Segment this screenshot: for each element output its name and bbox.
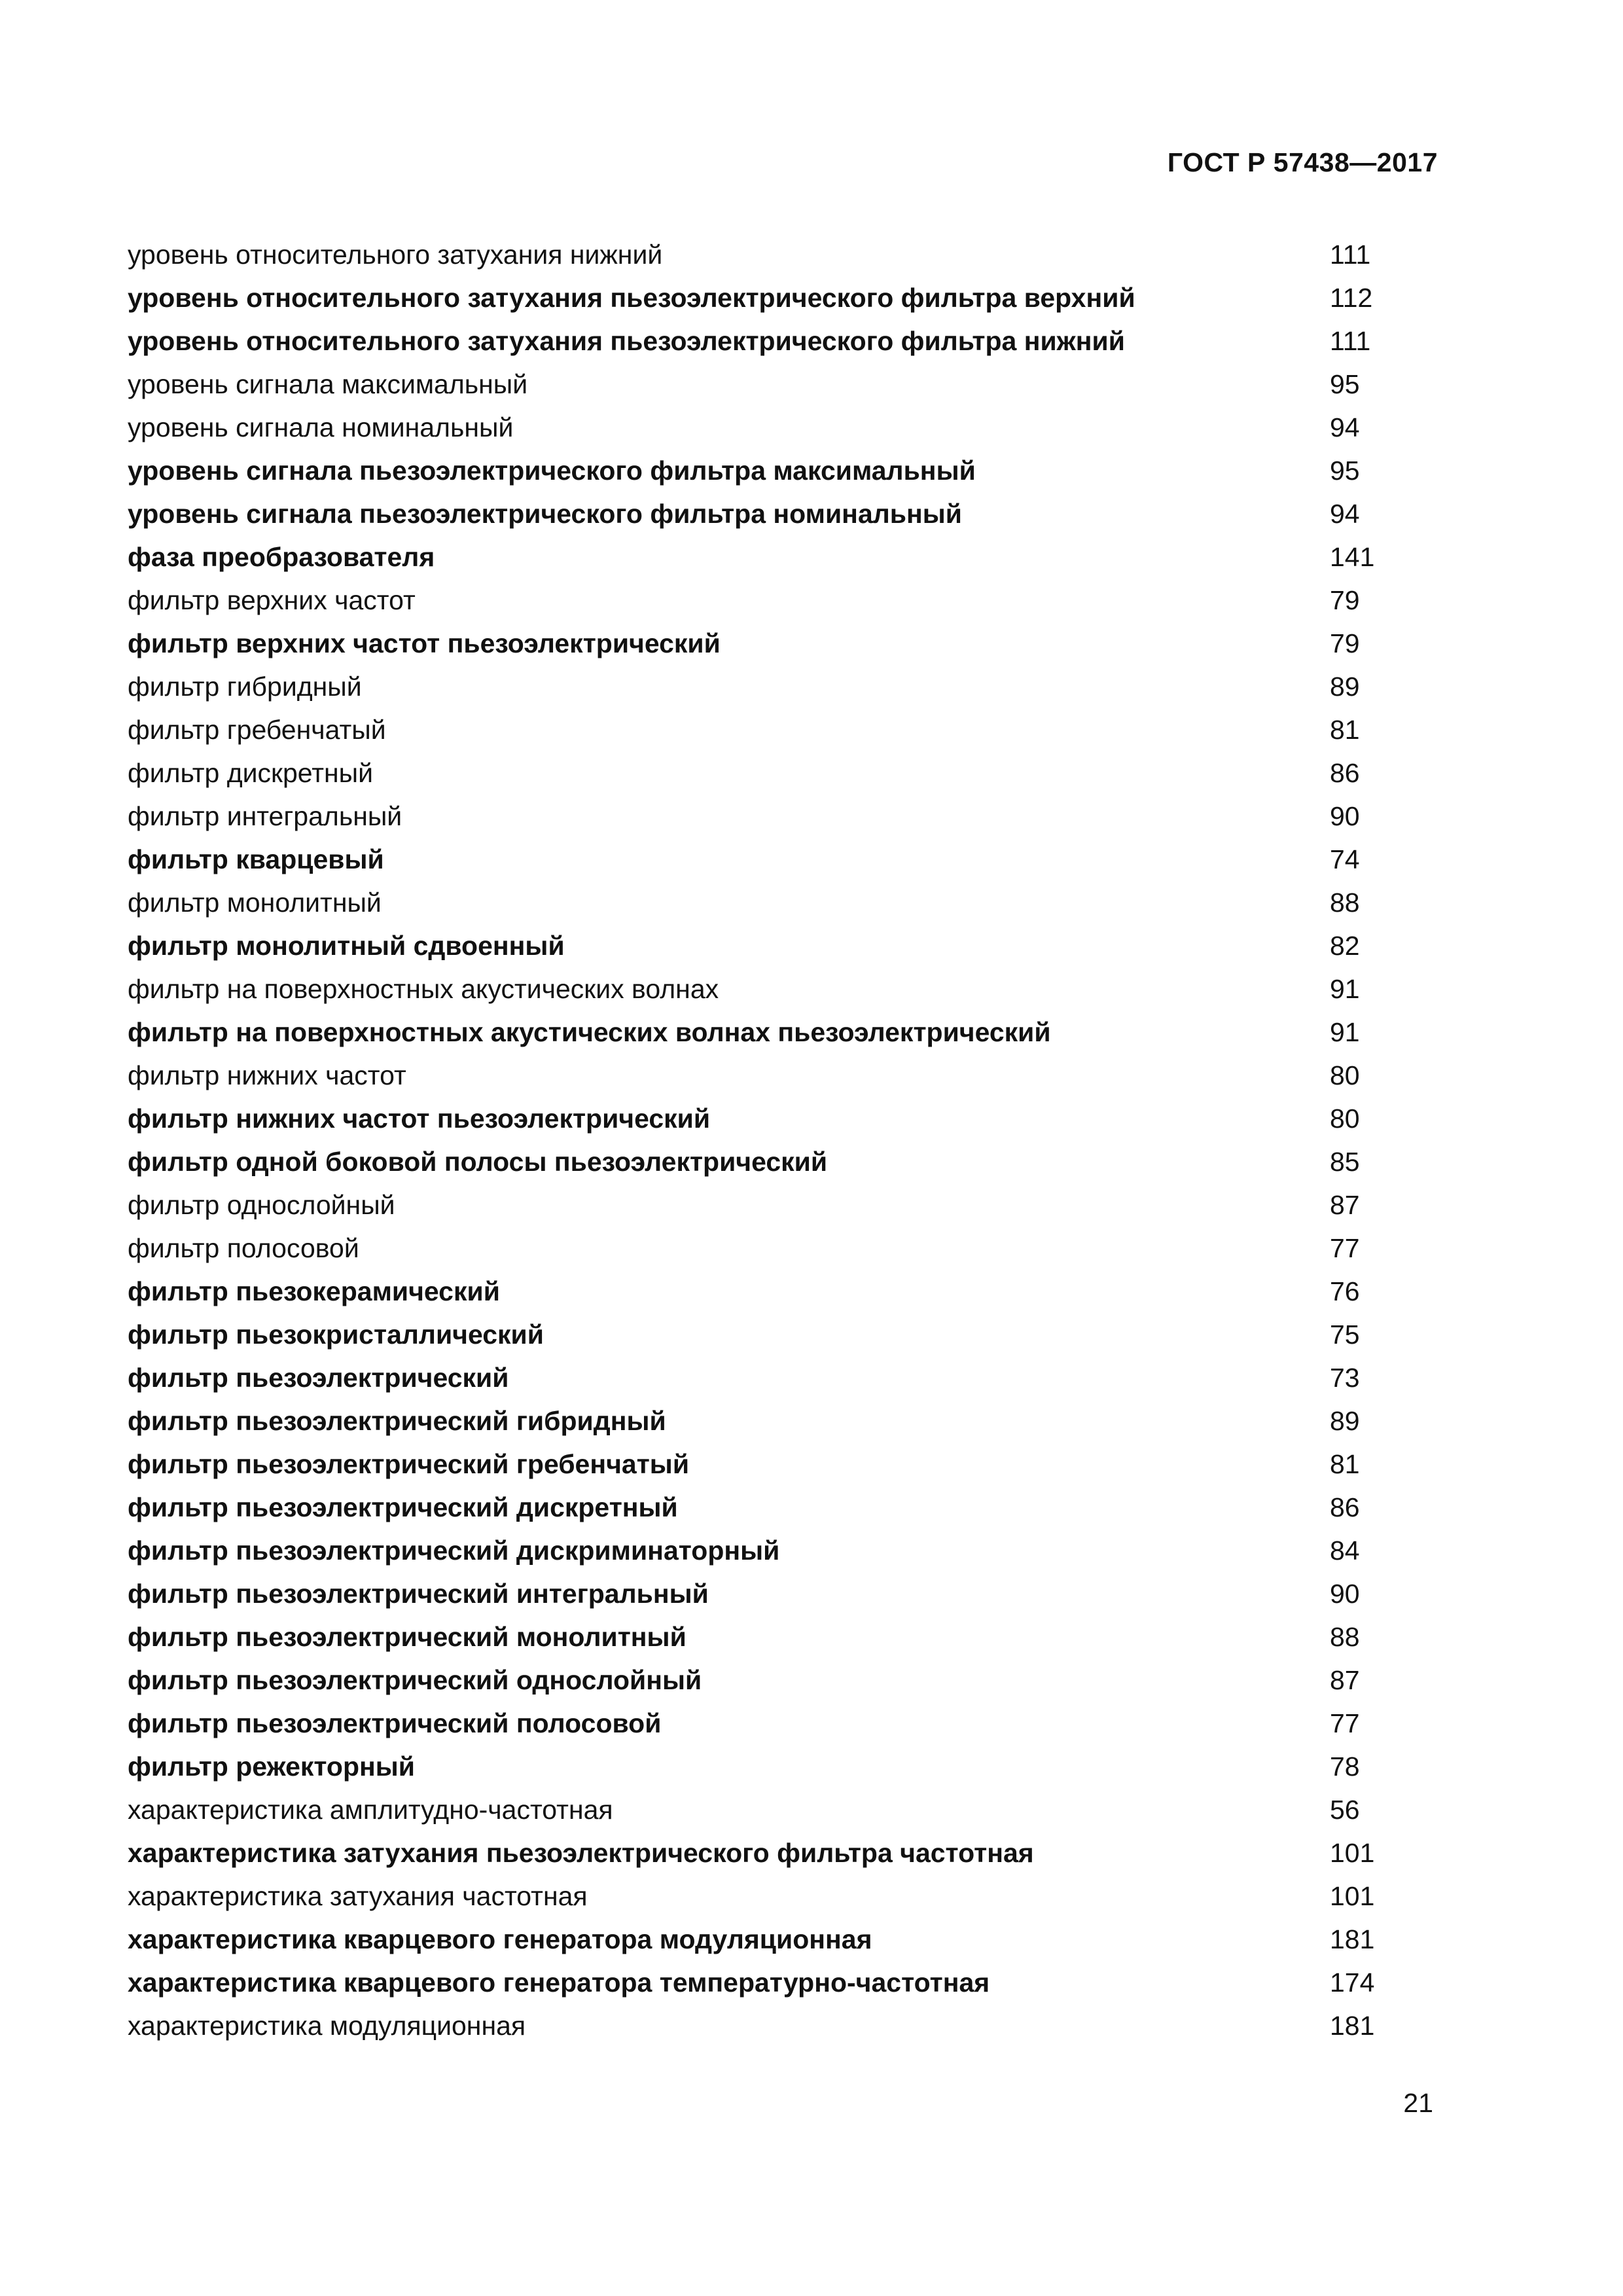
index-entry [128, 579, 1404, 622]
index-entry [128, 1702, 1404, 1745]
index-entry [128, 1443, 1404, 1486]
index-term: фаза преобразователя [128, 542, 435, 572]
index-term: фильтр пьезоэлектрический интегральный [128, 1579, 709, 1609]
index-term: характеристика затухания пьезоэлектрического фильтра частотная [128, 1838, 1034, 1868]
index-entry [128, 622, 1404, 665]
index-term: фильтр пьезоэлектрический [128, 1363, 509, 1393]
index-page-ref: 87 [1330, 1665, 1360, 1695]
index-page-ref: 101 [1330, 1838, 1375, 1868]
index-entry [128, 665, 1404, 708]
index-term: уровень сигнала максимальный [128, 369, 528, 399]
index-term: фильтр режекторный [128, 1751, 416, 1782]
index-term: фильтр на поверхностных акустических волнах [128, 974, 719, 1004]
index-page-ref: 82 [1330, 931, 1360, 961]
index-entry [128, 1831, 1404, 1874]
index-entry [128, 1788, 1404, 1831]
index-page-ref: 90 [1330, 1579, 1360, 1609]
index-page-ref: 91 [1330, 974, 1360, 1004]
index-page-ref: 86 [1330, 1492, 1360, 1522]
index-term: фильтр пьезокерамический [128, 1276, 500, 1306]
index-entry [128, 751, 1404, 795]
index-term: уровень сигнала пьезоэлектрического фильтра максимальный [128, 456, 976, 486]
index-term: фильтр пьезоэлектрический гребенчатый [128, 1449, 690, 1479]
index-entry [128, 1270, 1404, 1313]
index-page-ref: 79 [1330, 585, 1360, 615]
index-page-ref: 80 [1330, 1060, 1360, 1090]
index-page-ref: 76 [1330, 1276, 1360, 1306]
index-term: характеристика модуляционная [128, 2011, 526, 2041]
document-header: ГОСТ Р 57438—2017 [1167, 147, 1438, 177]
index-term: фильтр полосовой [128, 1233, 359, 1263]
index-page-ref: 81 [1330, 1449, 1360, 1479]
index-page-ref: 73 [1330, 1363, 1360, 1393]
index-term: фильтр однослойный [128, 1190, 395, 1220]
index-page-ref: 80 [1330, 1103, 1360, 1134]
index-page-ref: 89 [1330, 1406, 1360, 1436]
index-entry [128, 838, 1404, 881]
index-term: фильтр верхних частот [128, 585, 416, 615]
term-index-list [128, 233, 1404, 2047]
index-entry [128, 449, 1404, 492]
index-entry [128, 233, 1404, 276]
index-term: фильтр монолитный сдвоенный [128, 931, 565, 961]
index-entry [128, 1313, 1404, 1356]
index-entry [128, 1140, 1404, 1183]
index-term: фильтр дискретный [128, 758, 373, 788]
index-term: уровень относительного затухания пьезоэлектрического фильтра верхний [128, 283, 1135, 313]
index-entry [128, 1011, 1404, 1054]
index-term: фильтр пьезоэлектрический полосовой [128, 1708, 662, 1738]
index-entry [128, 1529, 1404, 1572]
index-term: характеристика кварцевого генератора температурно-частотная [128, 1967, 990, 1998]
index-entry [128, 1572, 1404, 1615]
index-page-ref: 94 [1330, 499, 1360, 529]
index-page-ref: 87 [1330, 1190, 1360, 1220]
index-term: фильтр кварцевый [128, 844, 384, 874]
index-term: фильтр на поверхностных акустических волнах пьезоэлектрический [128, 1017, 1051, 1047]
index-entry [128, 1227, 1404, 1270]
index-term: фильтр одной боковой полосы пьезоэлектрический [128, 1147, 828, 1177]
index-entry [128, 1054, 1404, 1097]
index-entry [128, 363, 1404, 406]
index-entry [128, 1399, 1404, 1443]
index-entry [128, 1615, 1404, 1659]
index-entry [128, 924, 1404, 967]
index-entry [128, 1745, 1404, 1788]
index-term: фильтр пьезоэлектрический дискриминаторный [128, 1535, 780, 1566]
index-page-ref: 101 [1330, 1881, 1375, 1911]
index-entry [128, 406, 1404, 449]
index-entry [128, 535, 1404, 579]
page-number: 21 [1403, 2088, 1433, 2118]
index-term: уровень сигнала номинальный [128, 412, 514, 442]
index-entry [128, 1961, 1404, 2004]
index-term: уровень сигнала пьезоэлектрического фильтра номинальный [128, 499, 962, 529]
index-page-ref: 89 [1330, 672, 1360, 702]
index-term: фильтр пьезоэлектрический монолитный [128, 1622, 687, 1652]
index-term: характеристика кварцевого генератора модуляционная [128, 1924, 872, 1954]
index-page-ref: 95 [1330, 456, 1360, 486]
index-entry [128, 2004, 1404, 2047]
index-page-ref: 74 [1330, 844, 1360, 874]
index-entry [128, 708, 1404, 751]
index-entry [128, 795, 1404, 838]
index-page-ref: 85 [1330, 1147, 1360, 1177]
index-term: фильтр монолитный [128, 888, 382, 918]
index-page-ref: 141 [1330, 542, 1375, 572]
index-entry [128, 881, 1404, 924]
index-term: фильтр нижних частот пьезоэлектрический [128, 1103, 711, 1134]
index-page-ref: 112 [1330, 283, 1373, 313]
index-page-ref: 91 [1330, 1017, 1360, 1047]
index-term: фильтр гребенчатый [128, 715, 386, 745]
index-page-ref: 77 [1330, 1708, 1360, 1738]
index-entry [128, 1659, 1404, 1702]
index-entry [128, 1356, 1404, 1399]
index-page-ref: 90 [1330, 801, 1360, 831]
index-page-ref: 111 [1330, 326, 1371, 356]
index-entry [128, 1486, 1404, 1529]
index-page-ref: 75 [1330, 1319, 1360, 1350]
index-term: характеристика затухания частотная [128, 1881, 588, 1911]
index-term: фильтр пьезокристаллический [128, 1319, 544, 1350]
index-term: уровень относительного затухания нижний [128, 240, 663, 270]
index-entry [128, 1183, 1404, 1227]
index-page-ref: 79 [1330, 628, 1360, 658]
index-entry [128, 276, 1404, 319]
index-entry [128, 1097, 1404, 1140]
index-page-ref: 181 [1330, 2011, 1375, 2041]
index-term: фильтр гибридный [128, 672, 362, 702]
index-term: фильтр пьезоэлектрический дискретный [128, 1492, 678, 1522]
index-term: фильтр нижних частот [128, 1060, 406, 1090]
index-term: фильтр интегральный [128, 801, 402, 831]
index-page-ref: 84 [1330, 1535, 1360, 1566]
index-page-ref: 111 [1330, 240, 1371, 270]
index-term: уровень относительного затухания пьезоэлектрического фильтра нижний [128, 326, 1125, 356]
index-page-ref: 86 [1330, 758, 1360, 788]
index-page-ref: 77 [1330, 1233, 1360, 1263]
index-page-ref: 95 [1330, 369, 1360, 399]
index-entry [128, 319, 1404, 363]
index-entry [128, 967, 1404, 1011]
index-page-ref: 78 [1330, 1751, 1360, 1782]
index-term: фильтр пьезоэлектрический гибридный [128, 1406, 666, 1436]
index-page-ref: 181 [1330, 1924, 1375, 1954]
index-term: фильтр пьезоэлектрический однослойный [128, 1665, 702, 1695]
index-page-ref: 88 [1330, 1622, 1360, 1652]
index-page-ref: 174 [1330, 1967, 1375, 1998]
index-page-ref: 56 [1330, 1795, 1360, 1825]
index-page-ref: 81 [1330, 715, 1360, 745]
index-entry [128, 1874, 1404, 1918]
index-page-ref: 94 [1330, 412, 1360, 442]
index-entry [128, 1918, 1404, 1961]
index-entry [128, 492, 1404, 535]
index-page-ref: 88 [1330, 888, 1360, 918]
index-term: характеристика амплитудно-частотная [128, 1795, 613, 1825]
index-term: фильтр верхних частот пьезоэлектрический [128, 628, 721, 658]
